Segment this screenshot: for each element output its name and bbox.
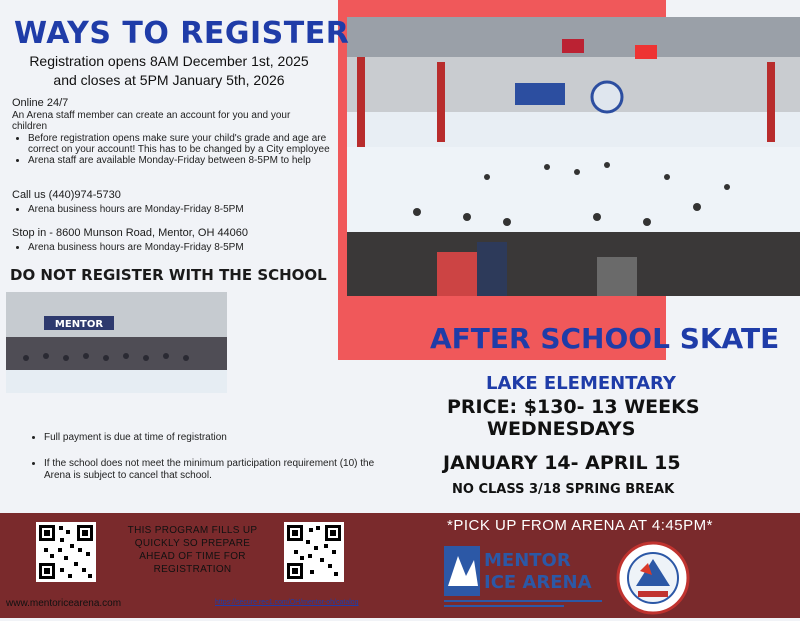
payment-bullet: • If the school does not meet the minimum participation requirement (10) the Arena is subject to cancel that school.: [44, 458, 386, 482]
stop-in-heading: Stop in - 8600 Munson Road, Mentor, OH 44060: [12, 227, 249, 239]
call-bullet: • Arena business hours are Monday-Friday 8-5PM: [28, 204, 330, 215]
online-heading: Online 24/7: [12, 97, 69, 109]
payment-bullet: • Full payment is due at time of registration: [44, 432, 386, 444]
title-part-1: AFTER SCHOOL: [430, 322, 670, 355]
registration-close-date: and closes at 5PM January 5th, 2026: [53, 72, 285, 88]
online-bullet-list: [10, 133, 330, 166]
logo-line-2: ICE ARENA: [484, 572, 592, 593]
school-name: LAKE ELEMENTARY: [486, 373, 676, 394]
call-bullet-list: [10, 204, 330, 215]
after-school-skate-title: [430, 322, 779, 355]
price: PRICE: $130- 13 WEEKS: [447, 396, 700, 418]
logo-line-1: MENTOR: [484, 550, 571, 571]
pickup-time: *PICK UP FROM ARENA AT 4:45PM*: [447, 517, 713, 534]
online-bullet: • Arena staff are available Monday-Friday between 8-5PM to help: [28, 155, 330, 166]
payment-bullet-list: [26, 432, 386, 482]
city-seal-icon: [616, 541, 691, 616]
class-day: WEDNESDAYS: [487, 418, 636, 440]
mentor-ice-arena-logo: [444, 546, 602, 610]
stop-bullet: • Arena business hours are Monday-Friday 8-5PM: [28, 242, 330, 253]
mentor-banner-text: MENTOR: [54, 319, 104, 330]
website-link[interactable]: www.mentoricearena.com: [6, 598, 122, 609]
group-photo-illustration: [6, 292, 227, 393]
catalog-link[interactable]: https://secure.rec1.com/OH/mentor-oh/catalog: [215, 599, 359, 606]
date-range: JANUARY 14- APRIL 15: [443, 452, 681, 474]
arena-photo-illustration: [347, 17, 800, 296]
website-qr-code[interactable]: [36, 522, 96, 582]
qr-code-icon: [284, 522, 344, 582]
ways-to-register-title: WAYS TO REGISTER: [14, 16, 350, 51]
city-of-mentor-seal: [616, 541, 691, 616]
arena-photo: [347, 17, 800, 296]
online-description: An Arena staff member can create an account for you and your children: [12, 110, 291, 132]
catalog-qr-code[interactable]: [284, 522, 344, 582]
fills-up-notice: THIS PROGRAM FILLS UP QUICKLY SO PREPARE AHEAD OF TIME FOR REGISTRATION: [127, 525, 258, 575]
registration-open-date: Registration opens 8AM December 1st, 2025: [29, 53, 309, 69]
group-photo: [6, 292, 227, 393]
qr-code-icon: [36, 522, 96, 582]
arena-logo-icon: [444, 546, 602, 610]
stop-bullet-list: [10, 242, 330, 253]
online-bullet: • Before registration opens make sure your child's grade and age are correct on your account! This has to be changed by a City employee: [28, 133, 330, 155]
title-part-2: SKATE: [679, 322, 780, 355]
no-class-note: NO CLASS 3/18 SPRING BREAK: [452, 482, 675, 497]
call-heading: Call us (440)974-5730: [12, 189, 121, 201]
do-not-register-warning: DO NOT REGISTER WITH THE SCHOOL: [10, 266, 327, 284]
